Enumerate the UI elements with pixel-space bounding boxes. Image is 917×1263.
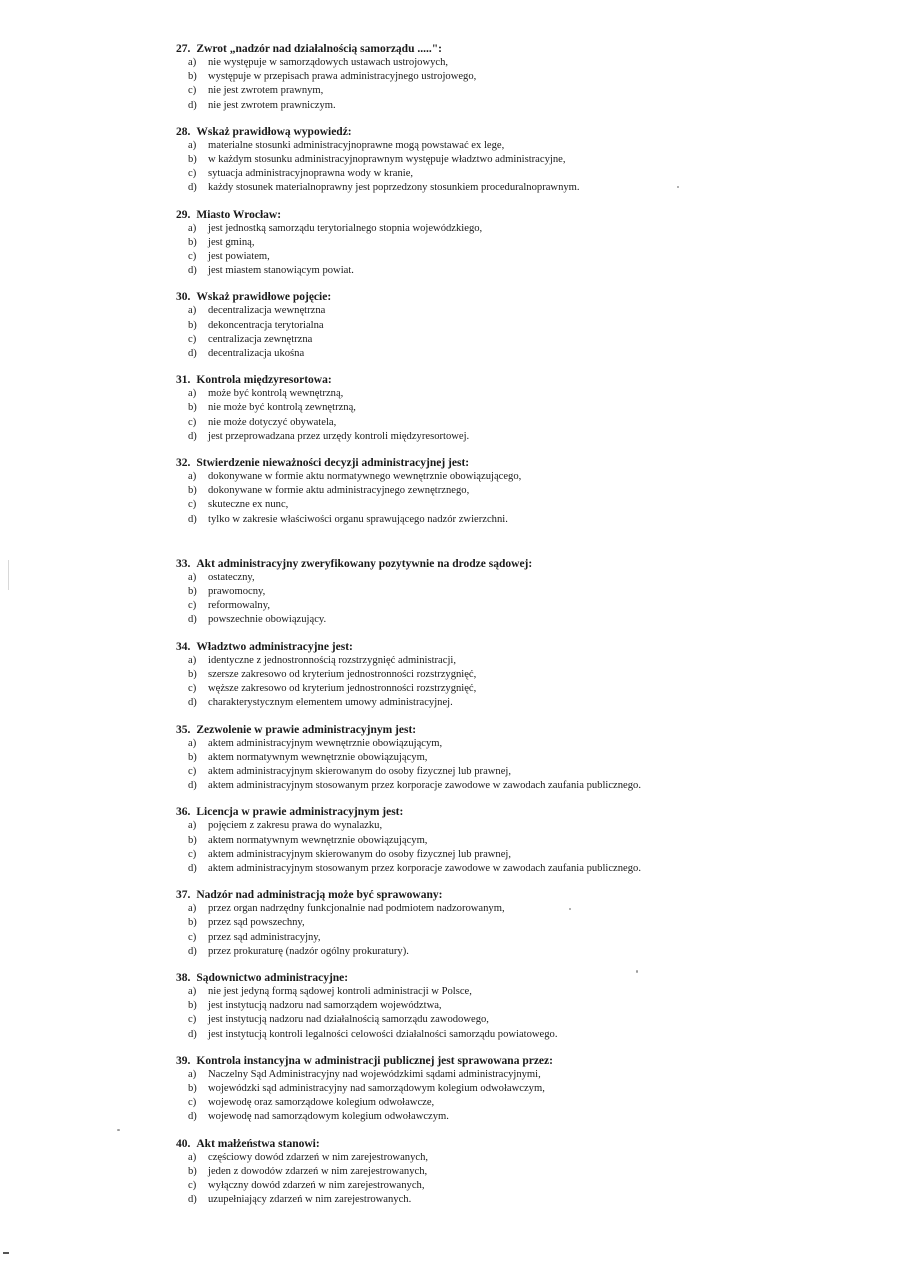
question-block: [176, 456, 896, 527]
answer-option: [188, 236, 896, 250]
scan-speck: [117, 1129, 120, 1131]
question-title: [176, 1137, 896, 1151]
answer-option: [188, 250, 896, 264]
question-title: [176, 723, 896, 737]
answer-letter: d): [188, 430, 197, 442]
answer-text: częściowy dowód zdarzeń w nim zarejestrowanych,: [208, 1151, 429, 1163]
answer-letter: c): [188, 1179, 197, 1191]
answer-letter: d): [188, 1028, 197, 1040]
answer-letter: d): [188, 99, 197, 111]
answer-letter: d): [188, 182, 197, 194]
answer-option: [188, 222, 896, 236]
answer-text: wojewódzki sąd administracyjny nad samorządowym kolegium odwoławczym,: [208, 1082, 545, 1094]
answer-text: może być kontrolą wewnętrzną,: [208, 388, 344, 400]
question-number: 28.: [176, 125, 191, 138]
answer-text: pojęciem z zakresu prawa do wynalazku,: [208, 820, 383, 832]
answer-text: jest przeprowadzana przez urzędy kontroli międzyresortowej.: [208, 430, 470, 442]
answer-letter: b): [188, 668, 197, 680]
answer-text: nie może dotyczyć obywatela,: [208, 416, 337, 428]
answer-letter: a): [188, 1068, 197, 1080]
answer-letter: a): [188, 388, 197, 400]
answer-letter: a): [188, 305, 197, 317]
answer-text: jest instytucją nadzoru nad samorządem województwa,: [208, 1000, 442, 1012]
answer-option: [188, 737, 896, 751]
answer-text: jest instytucją kontroli legalności celowości działalności samorządu powiatowego.: [208, 1028, 558, 1040]
answer-option: [188, 1165, 896, 1179]
answer-text: aktem normatywnym wewnętrznie obowiązującym,: [208, 751, 428, 763]
answer-option: [188, 56, 896, 70]
question-block: [176, 125, 896, 196]
question-number: 36.: [176, 806, 191, 819]
answer-letter: b): [188, 917, 197, 929]
answer-letter: b): [188, 751, 197, 763]
question-title: [176, 290, 896, 304]
answer-letter: c): [188, 683, 197, 695]
answer-text: nie jest zwrotem prawnym,: [208, 85, 324, 97]
answer-letter: c): [188, 848, 197, 860]
answer-option: [188, 416, 896, 430]
answer-option: [188, 668, 896, 682]
answer-text: identyczne z jednostronnością rozstrzygnięć administracji,: [208, 654, 456, 666]
answer-letter: b): [188, 154, 197, 166]
answer-text: jest instytucją nadzoru nad działalnością samorządu zawodowego,: [208, 1014, 489, 1026]
question-title: [176, 373, 896, 387]
answer-option: [188, 682, 896, 696]
answer-text: wyłączny dowód zdarzeń w nim zarejestrowanych,: [208, 1179, 425, 1191]
answer-option: [188, 430, 896, 444]
answer-text: decentralizacja ukośna: [208, 348, 305, 360]
answer-option: [188, 819, 896, 833]
answer-letter: d): [188, 265, 197, 277]
answer-text: aktem administracyjnym skierowanym do osoby fizycznej lub prawnej,: [208, 765, 512, 777]
answer-text: ostateczny,: [208, 571, 255, 583]
answer-option: [188, 1179, 896, 1193]
answer-option: [188, 401, 896, 415]
question-block: [176, 805, 896, 876]
answer-letter: b): [188, 1165, 197, 1177]
answer-option: [188, 153, 896, 167]
answer-letter: c): [188, 416, 197, 428]
answer-text: decentralizacja wewnętrzna: [208, 305, 326, 317]
answer-option: [188, 484, 896, 498]
answer-option: [188, 1013, 896, 1027]
answer-text: sytuacja administracyjnoprawna wody w kranie,: [208, 168, 414, 180]
question-number: 34.: [176, 640, 191, 653]
answer-text: aktem administracyjnym skierowanym do osoby fizycznej lub prawnej,: [208, 848, 512, 860]
answer-text: przez prokuraturę (nadzór ogólny prokuratury).: [208, 945, 409, 957]
question-text: Władztwo administracyjne jest:: [196, 640, 353, 653]
answer-letter: b): [188, 1000, 197, 1012]
question-title: [176, 456, 896, 470]
answer-text: wojewodę oraz samorządowe kolegium odwoławcze,: [208, 1097, 435, 1109]
question-block: [176, 290, 896, 361]
answer-text: nie jest zwrotem prawniczym.: [208, 99, 336, 111]
answer-list: [176, 304, 896, 361]
question-title: [176, 640, 896, 654]
answer-list: [176, 222, 896, 279]
answer-list: [176, 654, 896, 711]
answer-text: wojewodę nad samorządowym kolegium odwoławczym.: [208, 1111, 449, 1123]
answer-letter: c): [188, 1097, 197, 1109]
answer-option: [188, 1028, 896, 1042]
answer-option: [188, 513, 896, 527]
answer-text: nie jest jedyną formą sądowej kontroli administracji w Polsce,: [208, 985, 472, 997]
answer-list: [176, 387, 896, 444]
answer-list: [176, 902, 896, 959]
answer-letter: d): [188, 697, 197, 709]
answer-letter: a): [188, 471, 197, 483]
answer-option: [188, 654, 896, 668]
answer-text: dekoncentracja terytorialna: [208, 319, 324, 331]
answer-letter: c): [188, 333, 197, 345]
answer-option: [188, 319, 896, 333]
answer-letter: d): [188, 348, 197, 360]
answer-letter: b): [188, 485, 197, 497]
answer-letter: d): [188, 614, 197, 626]
answer-letter: b): [188, 1082, 197, 1094]
answer-text: aktem administracyjnym stosowanym przez korporacje zawodowe w zawodach zaufania publicznego.: [208, 862, 641, 874]
answer-option: [188, 167, 896, 181]
answer-text: występuje w przepisach prawa administracyjnego ustrojowego,: [208, 71, 477, 83]
answer-text: skuteczne ex nunc,: [208, 499, 289, 511]
question-block: [176, 373, 896, 444]
answer-option: [188, 945, 896, 959]
question-text: Miasto Wrocław:: [196, 208, 282, 221]
question-block: [176, 1137, 896, 1208]
answer-option: [188, 613, 896, 627]
answer-text: szersze zakresowo od kryterium jednostronności rozstrzygnięć,: [208, 668, 477, 680]
answer-text: uzupełniający zdarzeń w nim zarejestrowanych.: [208, 1194, 412, 1206]
question-number: 27.: [176, 43, 191, 55]
question-text: Stwierdzenie nieważności decyzji administracyjnej jest:: [196, 457, 470, 470]
answer-text: centralizacja zewnętrzna: [208, 333, 313, 345]
answer-option: [188, 387, 896, 401]
answer-text: tylko w zakresie właściwości organu sprawującego nadzór zwierzchni.: [208, 513, 508, 525]
answer-letter: c): [188, 931, 197, 943]
question-block: [176, 42, 896, 113]
question-text: Zwrot „nadzór nad działalnością samorządu .....":: [196, 43, 442, 55]
question-text: Kontrola instancyjna w administracji publicznej jest sprawowana przez:: [196, 1054, 553, 1067]
answer-text: jest jednostką samorządu terytorialnego stopnia wojewódzkiego,: [208, 222, 483, 234]
scan-speck: [3, 1252, 9, 1254]
answer-letter: a): [188, 1151, 197, 1163]
answer-option: [188, 1151, 896, 1165]
question-title: [176, 805, 896, 819]
answer-option: [188, 751, 896, 765]
answer-list: [176, 737, 896, 794]
answer-text: aktem administracyjnym stosowanym przez korporacje zawodowe w zawodach zaufania publicznego.: [208, 780, 641, 792]
answer-text: dokonywane w formie aktu administracyjnego zewnętrznego,: [208, 485, 470, 497]
question-number: 29.: [176, 208, 191, 221]
answer-option: [188, 848, 896, 862]
answer-letter: a): [188, 654, 197, 666]
question-text: Sądownictwo administracyjne:: [196, 971, 349, 984]
answer-text: aktem normatywnym wewnętrznie obowiązującym,: [208, 834, 428, 846]
question-number: 39.: [176, 1054, 191, 1067]
answer-letter: c): [188, 600, 197, 612]
question-number: 33.: [176, 557, 191, 570]
answer-option: [188, 139, 896, 153]
answer-option: [188, 99, 896, 113]
answer-option: [188, 999, 896, 1013]
question-text: Nadzór nad administracją może być sprawowany:: [196, 889, 443, 902]
answer-option: [188, 599, 896, 613]
answer-letter: a): [188, 222, 197, 234]
answer-letter: d): [188, 780, 197, 792]
answer-option: [188, 779, 896, 793]
answer-list: [176, 1151, 896, 1208]
answer-text: nie może być kontrolą zewnętrzną,: [208, 402, 356, 414]
question-title: [176, 42, 896, 56]
answer-list: [176, 56, 896, 113]
answer-letter: d): [188, 1111, 197, 1123]
answer-option: [188, 304, 896, 318]
question-title: [176, 971, 896, 985]
answer-option: [188, 264, 896, 278]
answer-text: jest gminą,: [208, 236, 255, 248]
answer-list: [176, 1068, 896, 1125]
question-title: [176, 557, 896, 571]
answer-text: dokonywane w formie aktu normatywnego wewnętrznie obowiązującego,: [208, 471, 522, 483]
question-text: Kontrola międzyresortowa:: [196, 374, 332, 387]
question-block: [176, 1054, 896, 1125]
answer-option: [188, 498, 896, 512]
answer-option: [188, 181, 896, 195]
answer-text: reformowalny,: [208, 600, 270, 612]
question-text: Licencja w prawie administracyjnym jest:: [196, 806, 404, 819]
answer-letter: b): [188, 402, 197, 414]
answer-text: jest powiatem,: [208, 251, 270, 263]
answer-option: [188, 470, 896, 484]
answer-letter: b): [188, 71, 197, 83]
answer-option: [188, 834, 896, 848]
answer-option: [188, 916, 896, 930]
answer-letter: c): [188, 765, 197, 777]
question-number: 35.: [176, 723, 191, 736]
question-title: [176, 125, 896, 139]
answer-text: charakterystycznym elementem umowy administracyjnej.: [208, 697, 453, 709]
answer-text: przez organ nadrzędny funkcjonalnie nad podmiotem nadzorowanym,: [208, 903, 505, 915]
question-number: 30.: [176, 291, 191, 304]
answer-option: [188, 985, 896, 999]
answer-option: [188, 84, 896, 98]
question-list: [176, 30, 896, 1207]
answer-text: w każdym stosunku administracyjnoprawnym występuje władztwo administracyjne,: [208, 154, 566, 166]
question-text: Wskaż prawidłowe pojęcie:: [196, 291, 332, 304]
answer-text: jeden z dowodów zdarzeń w nim zarejestrowanych,: [208, 1165, 428, 1177]
answer-letter: b): [188, 834, 197, 846]
answer-option: [188, 1068, 896, 1082]
answer-letter: b): [188, 319, 197, 331]
answer-list: [176, 571, 896, 628]
answer-letter: d): [188, 862, 197, 874]
answer-letter: a): [188, 57, 197, 68]
answer-letter: a): [188, 737, 197, 749]
answer-list: [176, 819, 896, 876]
question-text: Wskaż prawidłową wypowiedź:: [196, 125, 352, 138]
answer-option: [188, 862, 896, 876]
answer-letter: b): [188, 236, 197, 248]
question-number: 38.: [176, 971, 191, 984]
answer-letter: c): [188, 1014, 197, 1026]
question-number: 31.: [176, 374, 191, 387]
answer-text: przez sąd administracyjny,: [208, 931, 321, 943]
answer-option: [188, 902, 896, 916]
answer-letter: a): [188, 139, 197, 151]
answer-letter: c): [188, 168, 197, 180]
answer-text: przez sąd powszechny,: [208, 917, 305, 929]
answer-option: [188, 70, 896, 84]
answer-option: [188, 1082, 896, 1096]
answer-option: [188, 347, 896, 361]
answer-letter: c): [188, 499, 197, 511]
answer-text: nie występuje w samorządowych ustawach ustrojowych,: [208, 57, 449, 68]
question-block: [176, 208, 896, 279]
question-title: [176, 208, 896, 222]
answer-letter: b): [188, 586, 197, 598]
question-block: [176, 557, 896, 628]
question-title: [176, 1054, 896, 1068]
answer-option: [188, 333, 896, 347]
question-title: [176, 888, 896, 902]
answer-letter: d): [188, 945, 197, 957]
question-number: 32.: [176, 457, 191, 470]
answer-option: [188, 571, 896, 585]
answer-list: [176, 470, 896, 527]
answer-letter: a): [188, 985, 197, 997]
answer-option: [188, 931, 896, 945]
scan-speck: [8, 560, 9, 590]
answer-text: węższe zakresowo od kryterium jednostronności rozstrzygnięć,: [208, 683, 477, 695]
question-text: Akt małżeństwa stanowi:: [196, 1137, 320, 1150]
question-text: Akt administracyjny zweryfikowany pozytywnie na drodze sądowej:: [196, 557, 533, 570]
question-block: [176, 640, 896, 711]
question-number: 37.: [176, 889, 191, 902]
answer-text: jest miastem stanowiącym powiat.: [208, 265, 354, 277]
answer-option: [188, 585, 896, 599]
answer-letter: d): [188, 1194, 197, 1206]
answer-letter: c): [188, 251, 197, 263]
answer-option: [188, 1110, 896, 1124]
answer-letter: d): [188, 513, 197, 525]
question-block: [176, 723, 896, 794]
question-number: 40.: [176, 1137, 191, 1150]
answer-text: prawomocny,: [208, 586, 266, 598]
answer-list: [176, 985, 896, 1042]
answer-option: [188, 1096, 896, 1110]
answer-text: materialne stosunki administracyjnoprawne mogą powstawać ex lege,: [208, 139, 505, 151]
answer-letter: a): [188, 820, 197, 832]
answer-letter: a): [188, 571, 197, 583]
question-block: [176, 971, 896, 1042]
question-block: [176, 888, 896, 959]
answer-text: Naczelny Sąd Administracyjny nad wojewódzkimi sądami administracyjnymi,: [208, 1068, 541, 1080]
answer-letter: c): [188, 85, 197, 97]
answer-option: [188, 765, 896, 779]
answer-text: każdy stosunek materialnoprawny jest poprzedzony stosunkiem proceduralnoprawnym.: [208, 182, 580, 194]
answer-text: aktem administracyjnym wewnętrznie obowiązującym,: [208, 737, 443, 749]
answer-text: powszechnie obowiązujący.: [208, 614, 327, 626]
answer-list: [176, 139, 896, 196]
answer-option: [188, 1193, 896, 1207]
question-text: Zezwolenie w prawie administracyjnym jest:: [196, 723, 417, 736]
answer-letter: a): [188, 903, 197, 915]
answer-option: [188, 696, 896, 710]
